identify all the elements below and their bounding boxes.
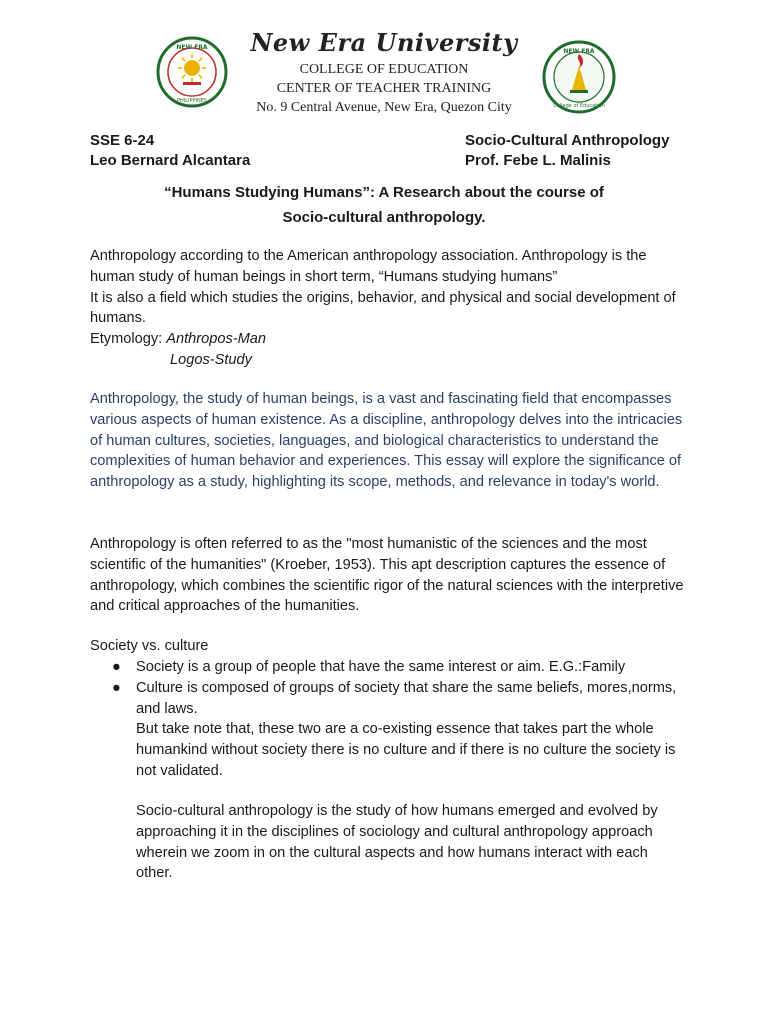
university-name: New Era University (250, 28, 518, 57)
etymology-line (90, 329, 690, 350)
center-name: CENTER OF TEACHER TRAINING (276, 81, 492, 96)
etymology-anthropos: Anthropos-Man (166, 331, 267, 348)
letterhead (200, 26, 568, 117)
etymology-label: Etymology: (90, 331, 167, 348)
closing-text: Socio-cultural anthropology is the study of how humans emerged and evolved by approaching it in the disciplines of sociology and cultural anthropology approach wherein we zoom in on the cultural aspects and how humans interact with each other. (136, 803, 658, 882)
section-heading-text: Society vs. culture (90, 638, 209, 654)
scope-paragraph-text: Anthropology, the study of human beings, is a vast and fascinating field that encompasses various aspects of human existence. As a discipline, anthropology delves into the intricacies of human cultures, societies, languages, and biological characteristics to understand the complexities of human behavior and experiences. This essay will explore the significance of anthropology as a study, highlighting its scope, methods, and relevance in today's world. (90, 391, 683, 491)
section-heading (90, 636, 690, 657)
student-name: Leo Bernard Alcantara (90, 152, 251, 169)
college-name: COLLEGE OF EDUCATION (299, 62, 469, 77)
bullet-list (112, 657, 692, 719)
scope-paragraph (90, 389, 690, 493)
svg-text:NEW ERA: NEW ERA (563, 48, 595, 55)
note-paragraph (136, 719, 688, 781)
list-item (112, 657, 692, 678)
kroeber-paragraph-text: Anthropology is often referred to as the "most humanistic of the sciences and the most scientific of the humanities" (Kroeber, 1953). This apt description captures the essence of anthropology, which combines the scientific rigor of the natural sciences with the interpretive and critical approaches of the humanities. (90, 536, 684, 615)
document-title (90, 180, 678, 230)
bullet-dot-icon: ● (112, 679, 121, 696)
svg-text:PHILIPPINES: PHILIPPINES (176, 98, 208, 104)
meta-right (465, 131, 669, 171)
title-line-1: “Humans Studying Humans”: A Research about the course of (164, 184, 604, 201)
address: No. 9 Central Avenue, New Era, Quezon City (256, 100, 512, 115)
bullet-dot-icon: ● (112, 659, 121, 675)
note-text: But take note that, these two are a co-existing essence that takes part the whole humankind without society there is no culture and if there is no culture the society is not validated. (136, 721, 676, 779)
course-code: SSE 6-24 (90, 132, 155, 149)
intro-paragraph-2: It is also a field which studies the origins, behavior, and physical and social development of humans. (90, 289, 676, 327)
course-name: Socio-Cultural Anthropology (465, 132, 670, 149)
kroeber-paragraph (90, 534, 690, 617)
svg-text:NEW ERA: NEW ERA (176, 44, 208, 51)
closing-paragraph (136, 801, 688, 884)
list-item (112, 678, 692, 720)
bullet-text: Culture is composed of groups of society that share the same beliefs, mores,norms, and laws. (136, 679, 677, 717)
professor-name: Prof. Febe L. Malinis (465, 152, 611, 169)
intro-paragraph-1: Anthropology according to the American anthropology association. Anthropology is the human study of human beings in short term, “Humans studying humans” (90, 248, 647, 285)
intro-section (90, 246, 690, 371)
svg-text:College of Education: College of Education (553, 103, 605, 109)
meta-left (90, 131, 250, 171)
etymology-logos: Logos-Study (170, 351, 252, 368)
title-line-2: Socio-cultural anthropology. (282, 209, 486, 226)
bullet-text: Society is a group of people that have the same interest or aim. E.G.:Family (136, 659, 626, 675)
